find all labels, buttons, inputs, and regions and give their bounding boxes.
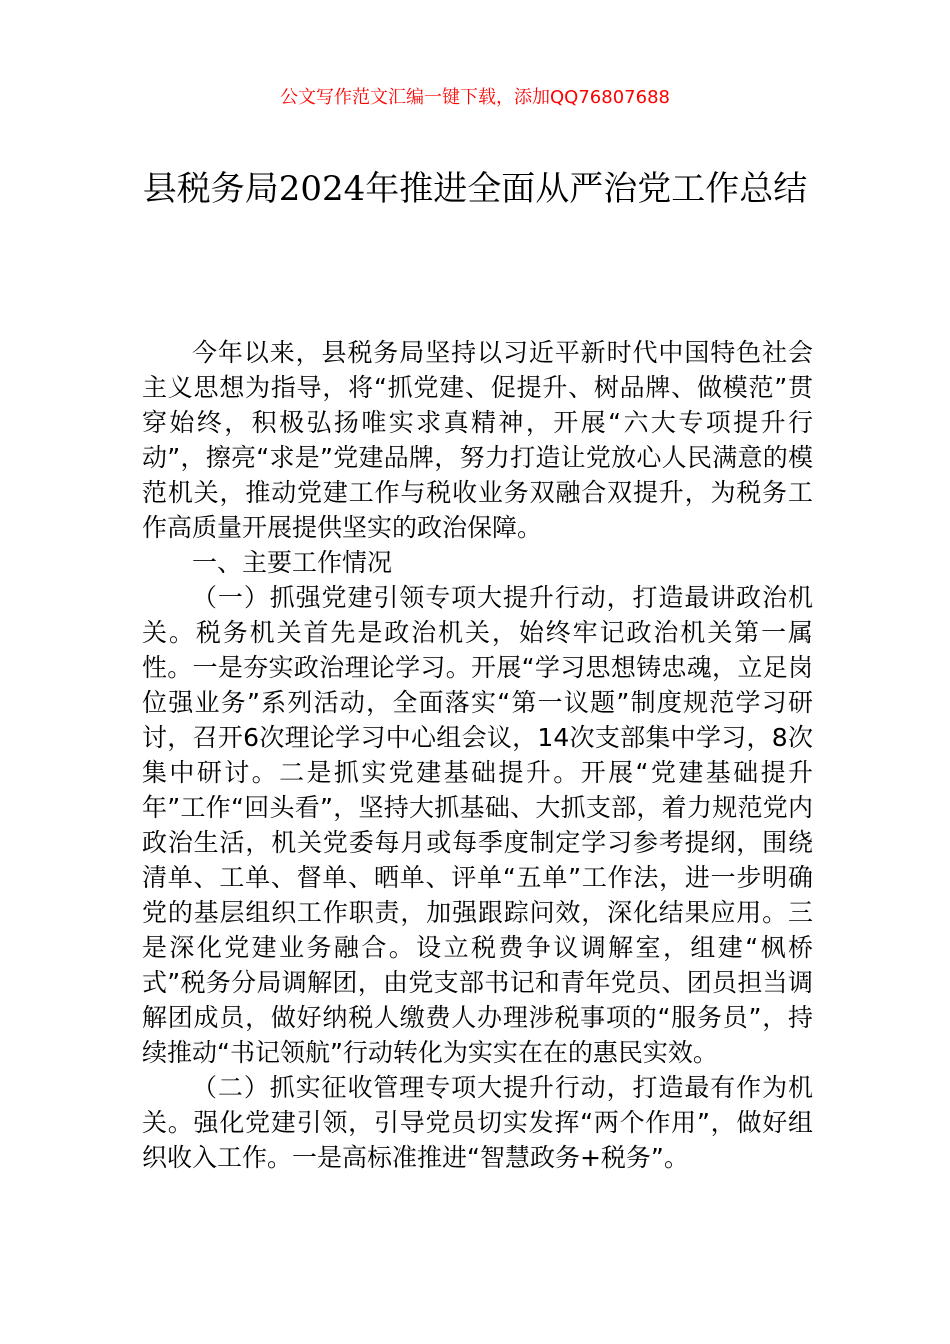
intro-paragraph: 今年以来，县税务局坚持以习近平新时代中国特色社会主义思想为指导，将“抓党建、促提升、树品牌、做模范”贯穿始终，积极弘扬唯实求真精神，开展“六大专项提升行动”，擦亮“求是”党建品牌，努力打造让党放心人民满意的模范机关，推动党建工作与税收业务双融合双提升，为税务工作高质量开展提供坚实的政治保障。 [142,338,813,542]
body-paragraph: （一）抓强党建引领专项大提升行动，打造最讲政治机关。税务机关首先是政治机关，始终牢记政治机关第一属性。一是夯实政治理论学习。开展“学习思想铸忠魂，立足岗位强业务”系列活动，全面落实“第一议题”制度规范学习研讨，召开6次理论学习中心组会议，14次支部集中学习，8次集中研讨。二是抓实党建基础提升。开展“党建基础提升年”工作“回头看”，坚持大抓基础、大抓支部，着力规范党内政治生活，机关党委每月或每季度制定学习参考提纲，围绕清单、工单、督单、晒单、评单“五单”工作法，进一步明确党的基层组织工作职责，加强跟踪问效，深化结果应用。三是深化党建业务融合。设立税费争议调解室，组建“枫桥式”税务分局调解团，由党支部书记和青年党员、团员担当调解团成员，做好纳税人缴费人办理涉税事项的“服务员”，持续推动“书记领航”行动转化为实实在在的惠民实效。 [142,583,813,1067]
body-paragraph: （二）抓实征收管理专项大提升行动，打造最有作为机关。强化党建引领，引导党员切实发挥“两个作用”，做好组织收入工作。一是高标准推进“智慧政务+税务”。 [142,1073,813,1172]
document-title: 县税务局2024年推进全面从严治党工作总结 [142,169,808,209]
section-heading: 一、主要工作情况 [192,548,393,577]
document-body [142,335,813,1175]
header-promo-note: 公文写作范文汇编一键下载，添加QQ76807688 [280,87,670,108]
